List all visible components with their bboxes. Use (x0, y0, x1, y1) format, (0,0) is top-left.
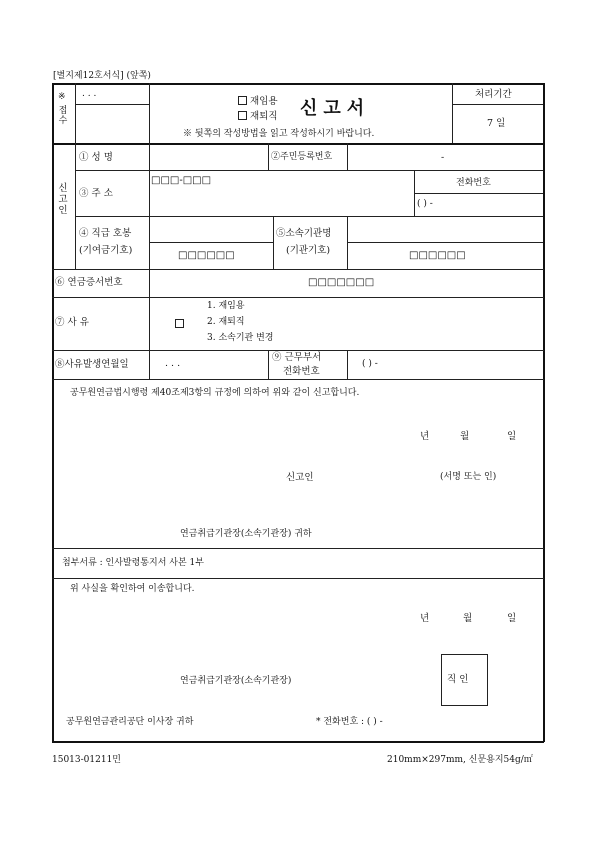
reason-option-3: 3. 소속기관 변경 (207, 333, 274, 343)
declaration-day: 일 (507, 431, 517, 442)
dept-label: ⑨ 근무부서 (272, 352, 322, 363)
frame-top (52, 83, 544, 85)
grade-label: ④ 직급 호봉 (79, 228, 132, 239)
confirmation-month: 월 (463, 613, 473, 624)
option-reemploy[interactable] (238, 96, 278, 107)
processing-value: 7 일 (487, 118, 506, 129)
pension-label: ⑥ 연금증서번호 (55, 277, 123, 288)
rrn-dash[interactable]: - (441, 152, 445, 163)
page-title: 신고서 (300, 98, 371, 119)
grade-sub-label: (기여금기호) (79, 245, 133, 256)
confirmation-official: 연금취급기관장(소속기관장) (180, 676, 292, 686)
reason-checkbox[interactable] (175, 319, 184, 330)
reporter-sign-label: 신고인 (286, 472, 314, 483)
frame-right (543, 83, 545, 742)
confirmation-statement: 위 사실을 확인하여 이송합니다. (70, 584, 195, 594)
checkbox-icon[interactable] (175, 319, 184, 328)
notice-text: ※ 뒷쪽의 작성방법을 읽고 작성하시기 바랍니다. (183, 129, 375, 139)
receipt-mark: ※ (58, 92, 66, 102)
option-reemploy-label: 재임용 (250, 96, 278, 107)
seal-label: 직 인 (447, 674, 469, 685)
confirmation-addressee: 공무원연금관리공단 이사장 귀하 (66, 717, 194, 727)
form-number: 15013-01211민 (52, 755, 121, 765)
form-label: [별지제12호서식] (앞쪽) (53, 71, 151, 81)
processing-label: 처리기간 (475, 89, 512, 100)
declaration-year: 년 (420, 431, 430, 442)
receipt-label: 접수 (58, 106, 68, 127)
address-label: ③ 주 소 (79, 188, 113, 199)
grade-code-boxes[interactable]: □□□□□□ (178, 250, 235, 261)
name-label: ① 성 명 (79, 152, 113, 163)
dept-phone-value[interactable]: ( ) - (362, 359, 378, 369)
confirmation-day: 일 (507, 613, 517, 624)
paper-spec: 210mm×297mm, 신문용지54g/㎡ (387, 755, 533, 765)
reason-option-1: 1. 재임용 (207, 301, 245, 311)
declaration-addressee: 연금취급기관장(소속기관장) 귀하 (180, 529, 312, 539)
attachments-text: 첨부서류 : 인사발령통지서 사본 1부 (62, 558, 204, 568)
agency-sub-label: (기관기호) (286, 245, 331, 256)
signature-label: (서명 또는 인) (440, 472, 497, 482)
option-retire[interactable] (238, 111, 278, 122)
declaration-month: 월 (460, 431, 470, 442)
reason-label: ⑦ 사 유 (55, 317, 89, 328)
checkbox-icon[interactable] (238, 111, 247, 120)
rrn-label: ②주민등록번호 (271, 152, 333, 162)
reporter-section-label: 신고인 (58, 183, 68, 216)
reason-option-2: 2. 재퇴직 (207, 317, 245, 327)
pension-number-boxes[interactable]: □□□□□□□ (308, 277, 375, 288)
occurrence-date-value[interactable]: . . . (165, 358, 181, 369)
postal-code-boxes[interactable]: □□□-□□□ (151, 175, 212, 186)
receipt-date[interactable]: . . . (82, 89, 97, 99)
confirmation-year: 년 (420, 613, 430, 624)
frame-bottom (52, 741, 544, 743)
declaration-statement: 공무원연금법시행령 제40조제3항의 규정에 의하여 위와 같이 신고합니다. (70, 388, 360, 398)
phone-value[interactable]: ( ) - (417, 199, 433, 209)
dept-phone-label: 전화번호 (283, 366, 320, 377)
option-retire-label: 재퇴직 (250, 111, 278, 122)
phone-label: 전화번호 (456, 178, 491, 188)
frame-left (52, 83, 54, 742)
agency-code-boxes[interactable]: □□□□□□ (409, 250, 466, 261)
agency-label: ⑤소속기관명 (276, 228, 332, 239)
confirmation-phone: * 전화번호 : ( ) - (316, 717, 383, 727)
occurrence-date-label: ⑧사유발생연월일 (55, 359, 129, 370)
checkbox-icon[interactable] (238, 96, 247, 105)
